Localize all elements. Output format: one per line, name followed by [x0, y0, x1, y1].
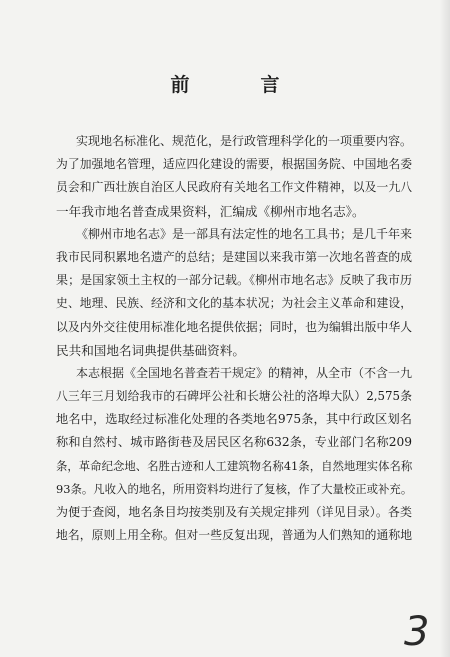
text-line: 员会和广西壮族自治区人民政府有关地名工作文件精神，以及一九八 [56, 180, 412, 195]
text-line: 以及内外交往使用标准化地名提供依据；同时，也为编辑出版中华人 [56, 319, 412, 334]
text-line: 一年我市地名普查成果资料，汇编成《柳州市地名志》。 [56, 203, 365, 219]
body-text [56, 130, 412, 547]
text-line: 史、地理、民族、经济和文化的基本状况；为社会主义革命和建设， [56, 296, 412, 311]
text-line: 地名，原则上用全称。但对一些反复出现，普通为人们熟知的通称地 [56, 528, 412, 543]
page-title: 前 言 [170, 74, 306, 96]
text-line: 民共和国地名词典提供基础资料。 [56, 342, 245, 358]
text-line: 八三年三月划给我市的石碑坪公社和长塘公社的洛埠大队）2,575条 [56, 389, 412, 404]
text-line: 实现地名标准化、规范化，是行政管理科学化的一项重要内容。 [76, 134, 413, 148]
text-line: 本志根据《全国地名普查若干规定》的精神，从全市（不含一九 [76, 365, 413, 380]
text-line: 《柳州市地名志》是一部具有法定性的地名工具书；是几千年来 [76, 226, 413, 241]
text-line: 为便于查阅，地名条目均按类别及有关规定排列（详见目录）。各类 [56, 505, 412, 519]
handwritten-page-number: 3 [404, 609, 430, 655]
text-line: 93条。凡收入的地名，所用资料均进行了复核，作了大量校正或补充。 [56, 481, 413, 496]
text-line: 地名中，选取经过标准化处理的各类地名975条，其中行政区划名 [56, 412, 412, 427]
page-edge-shadow [440, 0, 450, 657]
text-line: 称和自然村、城市路街巷及居民区名称632条，专业部门名称209 [56, 435, 412, 450]
text-line: 我市民同积累地名遗产的总结；是建国以来我市第一次地名普查的成 [56, 249, 412, 264]
text-line: 条，革命纪念地、名胜古迹和人工建筑物名称41条，自然地理实体名称 [56, 458, 413, 473]
text-line: 果；是国家领土主权的一部分记载。《柳州市地名志》反映了我市历 [56, 273, 412, 288]
text-line: 为了加强地名管理，适应四化建设的需要，根据国务院、中国地名委 [56, 157, 412, 172]
